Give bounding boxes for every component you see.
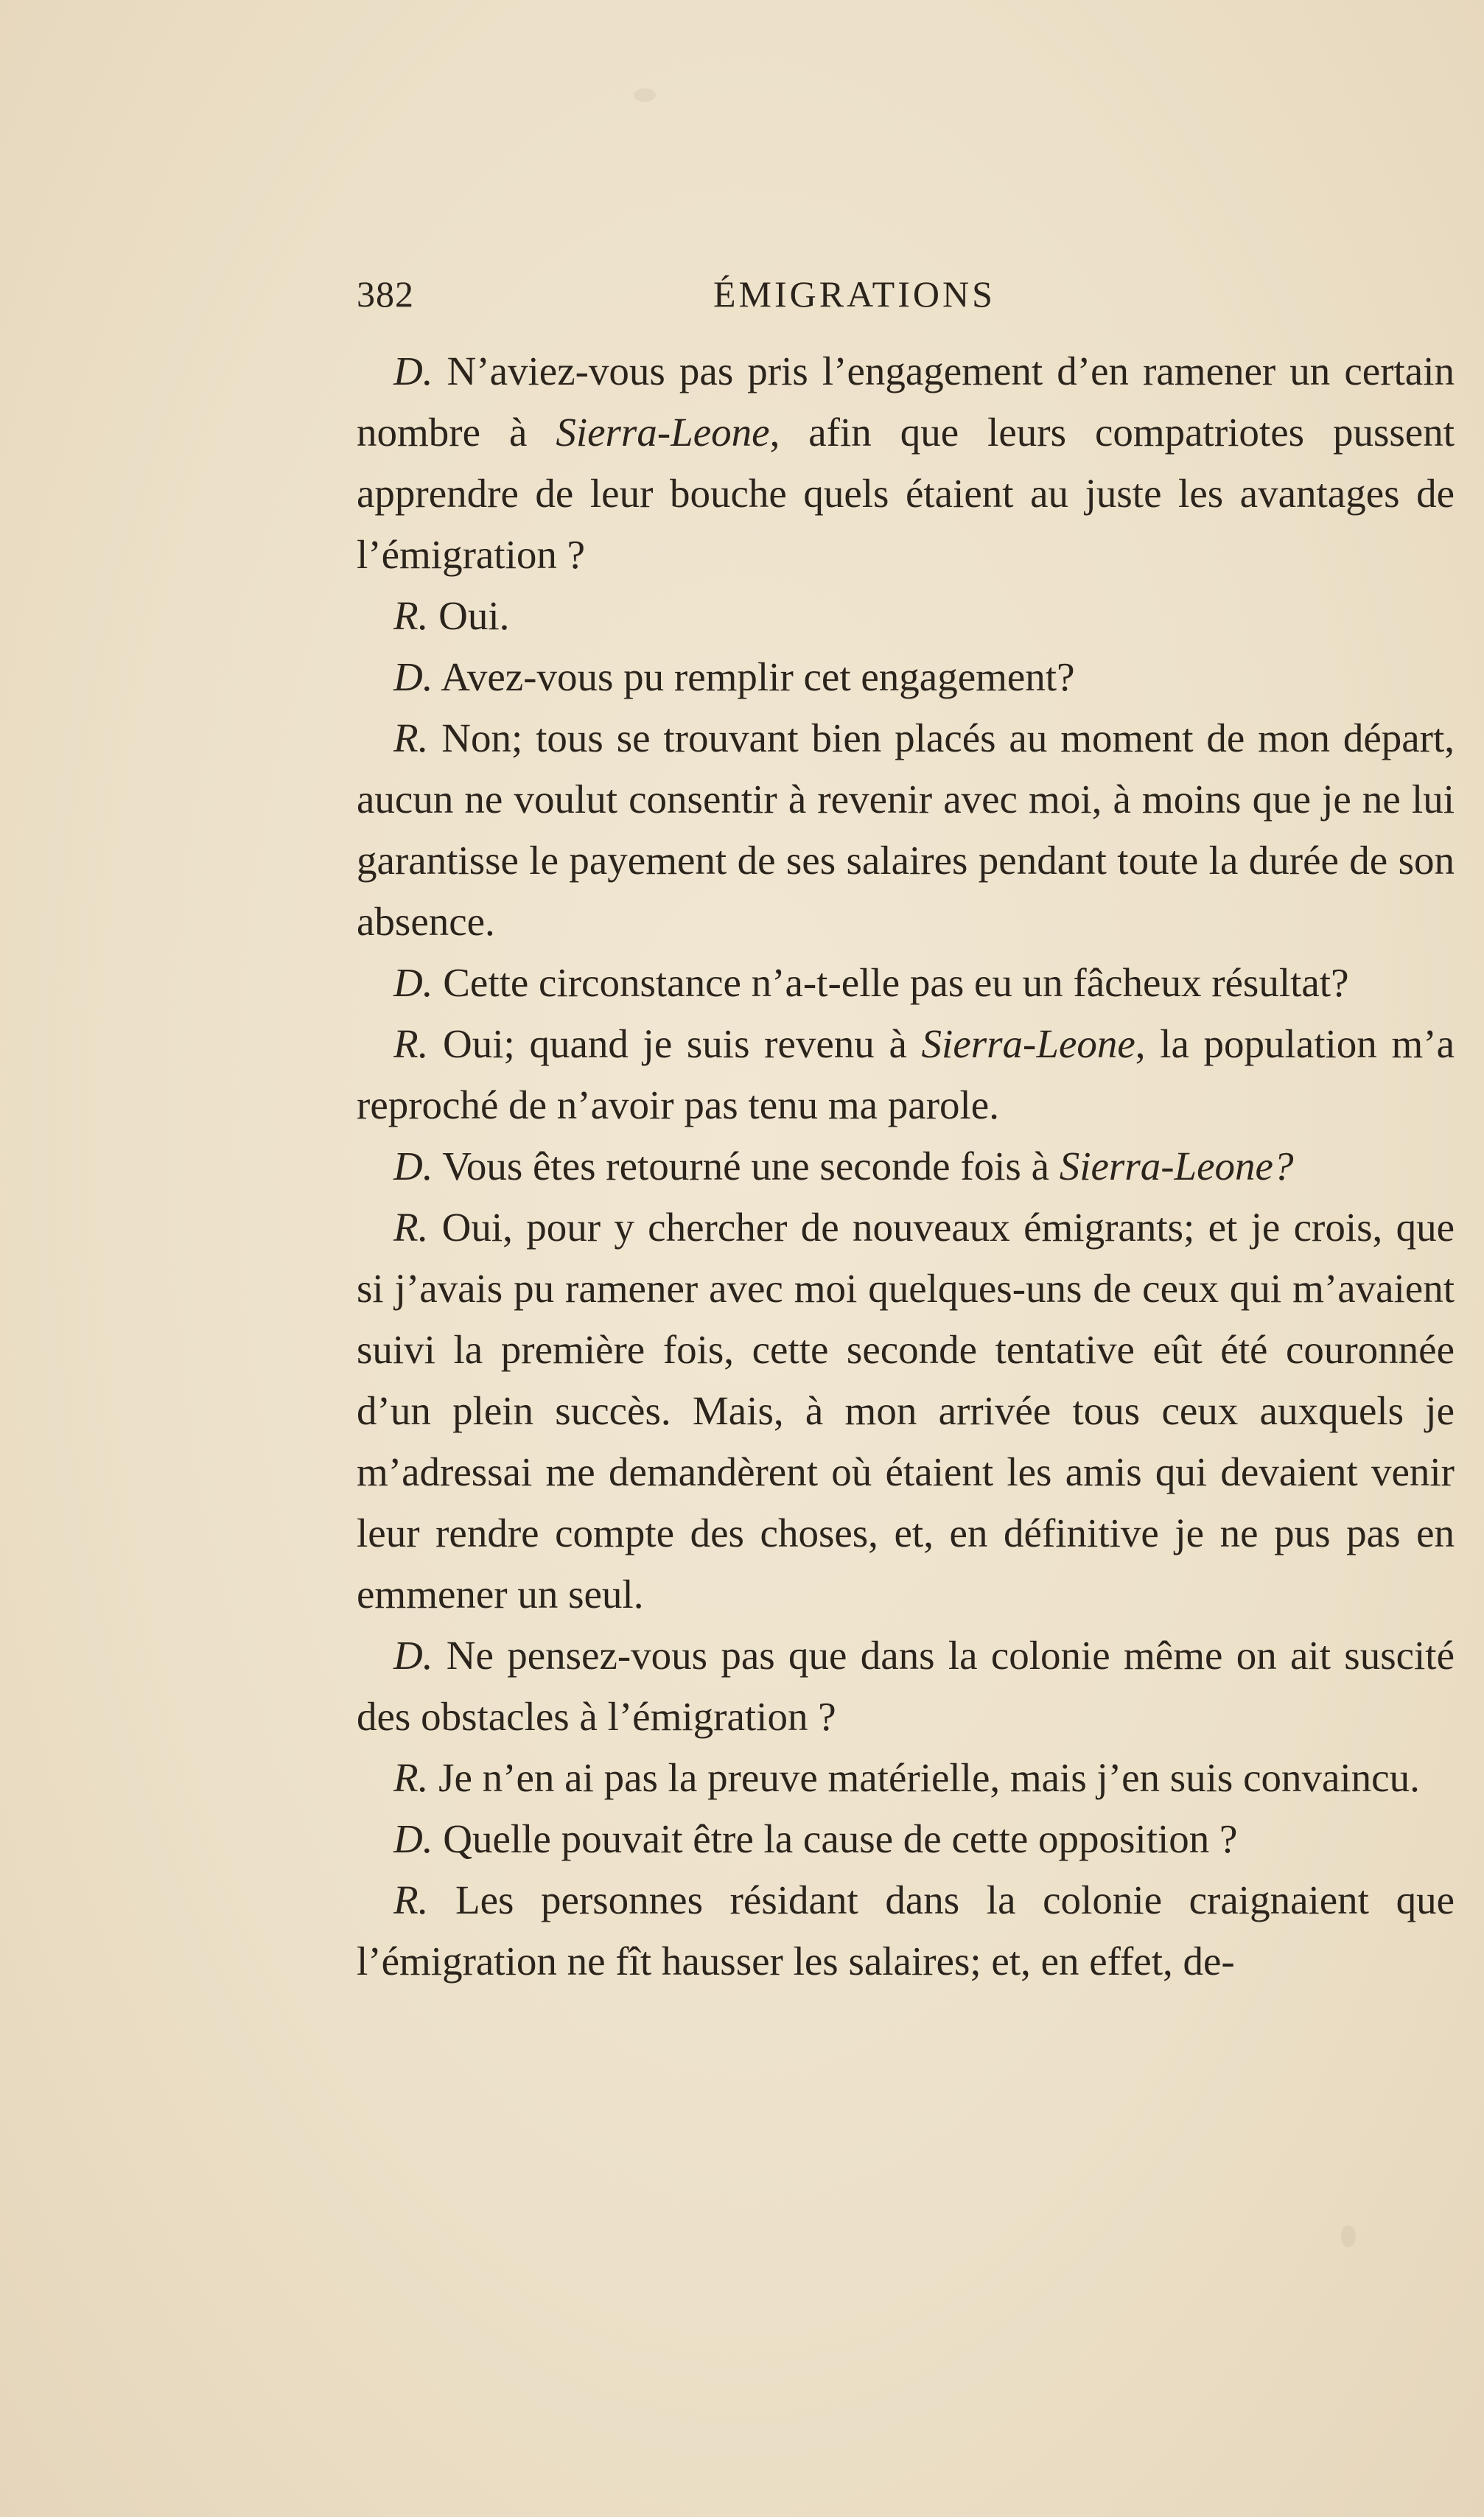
- dialogue-paragraph: [357, 340, 1455, 585]
- dialogue-paragraph: [357, 1013, 1455, 1135]
- speaker-label: D.: [393, 349, 433, 393]
- text-segment: Oui; quand je suis revenu à: [428, 1021, 922, 1066]
- dialogue-paragraph: [357, 1869, 1455, 1992]
- dialogue-paragraph: [357, 707, 1455, 952]
- speaker-label: R.: [393, 593, 429, 638]
- text-segment: , afin que leurs compatriotes pussent apprendre de leur bouche quels étaient au juste les avantages de l’émigration ?: [357, 410, 1455, 577]
- text-segment: Oui.: [428, 593, 510, 638]
- text-segment: N’aviez-vous pas pris l’engagement d’en ramener un certain nombre à: [357, 349, 1455, 455]
- dialogue-paragraph: [357, 952, 1455, 1013]
- dialogue-paragraph: [357, 646, 1455, 707]
- speaker-label: R.: [393, 1205, 429, 1250]
- text-segment: Vous êtes retourné une seconde fois à: [433, 1144, 1060, 1189]
- speaker-label: R.: [393, 1755, 429, 1800]
- dialogue-paragraph: [357, 1197, 1455, 1625]
- dialogue-paragraph: [357, 1747, 1455, 1808]
- text-segment: Oui, pour y chercher de nouveaux émigrants; et je crois, que si j’avais pu ramener avec moi quelques-uns de ceux qui m’avaient suivi la première fois, cette seconde tentative eût été couronnée d’un plein succès. Mais, à mon arrivée tous ceux auxquels je m’adressai me demandèrent où étaient les amis qui devaient venir leur rendre compte des choses, et, en définitive je ne pus pas en emmener un seul.: [357, 1205, 1455, 1617]
- dialogue-paragraph: [357, 1625, 1455, 1747]
- text-segment: Avez-vous pu remplir cet engagement?: [433, 654, 1075, 699]
- paper-stain: [634, 88, 656, 102]
- dialogue-text: [357, 340, 1455, 1992]
- dialogue-paragraph: [357, 1808, 1455, 1869]
- text-segment: Cette circonstance n’a-t-elle pas eu un fâcheux résultat?: [433, 960, 1349, 1005]
- paper-stain: [1341, 2225, 1356, 2247]
- speaker-label: D.: [393, 1144, 433, 1189]
- text-segment: Quelle pouvait être la cause de cette opposition ?: [433, 1816, 1238, 1861]
- place-name: Sierra-Leone?: [1059, 1144, 1294, 1189]
- place-name: Sierra-Leone: [921, 1021, 1135, 1066]
- text-segment: Je n’en ai pas la preuve matérielle, mais j’en suis convaincu.: [428, 1755, 1420, 1800]
- speaker-label: R.: [393, 1877, 429, 1922]
- place-name: Sierra-Leone: [556, 410, 770, 455]
- dialogue-paragraph: [357, 585, 1455, 646]
- speaker-label: D.: [393, 960, 433, 1005]
- speaker-label: D.: [393, 1633, 433, 1678]
- speaker-label: D.: [393, 1816, 433, 1861]
- speaker-label: R.: [393, 715, 429, 760]
- running-title: ÉMIGRATIONS: [713, 273, 995, 315]
- dialogue-paragraph: [357, 1135, 1455, 1197]
- text-segment: Ne pensez-vous pas que dans la colonie même on ait suscité des obstacles à l’émigration ?: [357, 1633, 1455, 1739]
- speaker-label: R.: [393, 1021, 429, 1066]
- page-number: 382: [357, 273, 414, 315]
- text-segment: Les personnes résidant dans la colonie craignaient que l’émigration ne fît hausser les salaires; et, en effet, de-: [357, 1877, 1455, 1984]
- text-segment: , la population m’a reproché de n’avoir pas tenu ma parole.: [357, 1021, 1455, 1127]
- text-segment: Non; tous se trouvant bien placés au moment de mon départ, aucun ne voulut consentir à revenir avec moi, à moins que je ne lui garantisse le payement de ses salaires pendant toute la durée de son absence.: [357, 715, 1455, 944]
- running-header: [357, 273, 1462, 332]
- speaker-label: D.: [393, 654, 433, 699]
